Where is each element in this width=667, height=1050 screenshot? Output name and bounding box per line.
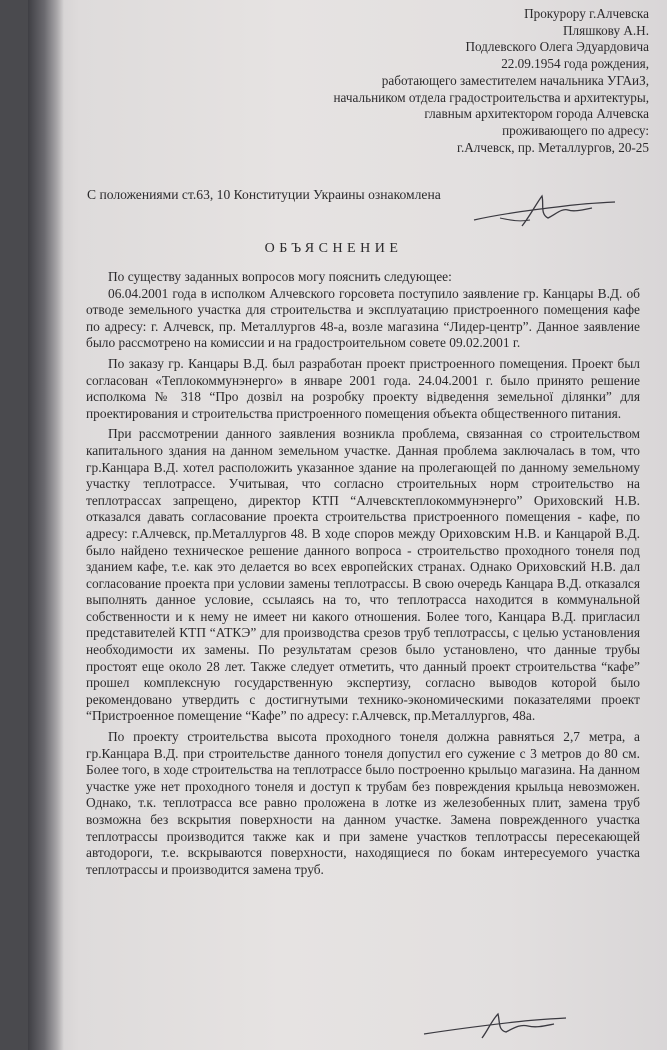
header-line: проживающего по адресу: [502,122,649,138]
constitution-acknowledgement: С положениями ст.63, 10 Конституции Украины ознакомлена [87,187,441,202]
explanation-body [86,269,640,882]
paragraph: 06.04.2001 года в исполком Алчевского горсовета поступило заявление гр. Канцары В.Д. об отводе земельного участка для строительства и эксплуатацию пристроенного помещения кафе по адресу: г. Алчевск, пр. Металлургов 48-а, возле магазина “Лидер-центр”. Данное заявление было рассмотрено на комиссии и на градостроительном совете 09.02.2001 г. [86,285,640,351]
paragraph: По проекту строительства высота проходного тонеля должна равняться 2,7 метра, а гр.Канцара В.Д. при строительстве данного тонеля допустил его сужение с 3 метров до 80 см. Более того, в ходе строительства на теплотрассе было построенно крыльцо магазина. На данном участке уже нет проходного тонеля и доступ к трубам без повреждения крыльца невозможен. Однако, т.к. теплотрасса все равно проложена в лотке из железобенных плит, замена труб возможна без вскрытия поверхности на данном участке. Замена поврежденного участка теплотрассы производится также как и при замене участков теплотрассы пересекающей автодороги, т.е. вскрываются поверхности, находящиеся по бокам интересуемого участка теплотрассы и производится замена труб. [86,729,640,877]
header-line: 22.09.1954 года рождения, [501,56,649,72]
header-line: Прокурору г.Алчевска [524,6,649,21]
paragraph: По заказу гр. Канцары В.Д. был разработан проект пристроенного помещения. Проект был согласован «Теплокоммунэнерго» в январе 2001 года. 24.04.2001 г. было принято решение исполкома № 318 “Про дозвіл на розробку проекту відведення земельної ділянки” для проектирования и строительства пристроенного помещения объекта общественного питания. [86,355,640,421]
header-line: главным архитектором города Алчевска [424,106,649,122]
paragraph: По существу заданных вопросов могу пояснить следующее: [108,269,452,284]
header-line: работающего заместителем начальника УГАиЗ, [381,72,649,88]
header-line: Пляшкову А.Н. [563,22,649,38]
paragraph: При рассмотрении данного заявления возникла проблема, связанная со строительством капитального здания на данном земельном участке. Данная проблема заключалась в том, что гр.Канцара В.Д. хотел расположить указанное здание на пролегающей по данному земельному участку теплотрассе. Учитывая, что согласно строительных норм строительство на теплотрассах запрещено, директор КТП “Алчевсктеплокоммунэнерго” Ориховский Н.В. отказался давать согласование проекта строительства пристроенного помещения - кафе, по адресу: г.Алчевск, пр.Металлургов 48. В ходе споров между Ориховским Н.В. и Канцарой В.Д. было найдено техническое решение данного вопроса - строительство проходного тонеля под зданием кафе, т.е. как это делается во всех европейских странах. Однако Ориховский Н.В. дал согласование проекта при условии замены теплотрассы. В свою очередь Канцара В.Д. отказался выполнять данное условие, ссылаясь на то, что теплотрасса находится в коммунальной собственности и к нему не имеет ни какого отношения. Более того, Канцара В.Д. пригласил представителей КТП “АТКЭ” для производства срезов труб теплотрассы, с целью установления необходимости их замены. По результатам срезов было установлено, что данные трубы простоят еще около 28 лет. Также следует отметить, что данный проект строительства “кафе” прошел комплексную государственную экспертизу, согласно выводов которой было рекомендовано утвердить с достигнутыми технико-экономическими показателями проект “Пристроенное помещение “Кафе” по адресу: г.Алчевск, пр.Металлургов, 48а. [86,426,640,724]
signature-bottom [420,1008,570,1042]
signature-top [470,190,620,230]
page-edge-shadow [28,0,64,1050]
header-line: начальником отдела градостроительства и архитектуры, [333,89,649,105]
header-line: Подлевского Олега Эдуардовича [465,39,649,55]
document-title: ОБЪЯСНЕНИЕ [264,241,403,256]
header-line: г.Алчевск, пр. Металлургов, 20-25 [457,139,649,155]
addressee-block [209,6,649,156]
